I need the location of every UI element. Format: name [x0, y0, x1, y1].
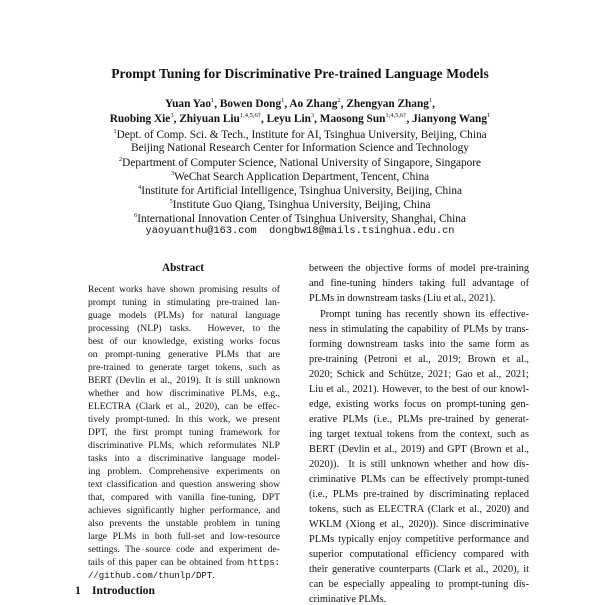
affiliation-mark: 6: [134, 212, 138, 219]
abstract-line: discriminative PLMs, which reformulates NLP: [88, 440, 280, 451]
author: Jianyong Wang: [412, 112, 487, 125]
author-affil-mark: 1: [428, 97, 433, 104]
affiliation-text: Beijing National Research Center for Information Science and Technology: [131, 142, 469, 154]
affiliation-text: WeChat Search Application Department, Tencent, China: [174, 170, 430, 183]
body-line: forming downstream tasks into the same form as: [309, 339, 529, 350]
body-line: ness in stimulating the capability of PLMs by trans-: [309, 324, 529, 335]
body-line: PLMs in downstream tasks (Liu et al., 2021).: [309, 293, 496, 304]
author: Bowen Dong: [219, 97, 282, 110]
abstract-line: tively prompt-tuned. In this work, we present: [88, 414, 280, 425]
body-line: WKLM (Xiong et al., 2020)). Since discriminative: [309, 519, 529, 530]
body-line: can be especially appealing to prompt-tuning dis-: [309, 579, 529, 590]
affiliation: [0, 212, 600, 225]
author-sep: ,: [214, 97, 220, 110]
section-number: 1: [75, 584, 81, 597]
author-sep: ,: [340, 97, 347, 110]
abstract-line: processing (NLP) tasks. However, to the: [88, 323, 280, 334]
author: Leyu Lin: [266, 112, 311, 125]
affiliation: [0, 184, 600, 197]
abstract-line: ELECTRA (Clark et al., 2020), can be effec-: [88, 401, 280, 412]
body-line: PLMs typically enjoy competitive performance and: [309, 534, 529, 545]
affiliation-text: International Innovation Center of Tsinghua University, Shanghai, China: [137, 212, 466, 225]
abstract-line: on prompt-tuning generative PLMs that are: [88, 349, 280, 360]
abstract-line: text classification and question answering show: [88, 479, 280, 490]
abstract-line: best of our knowledge, existing works focus: [88, 336, 280, 347]
author-sep: ,: [406, 112, 413, 125]
body-line: criminative PLMs can be effectively prompt-tuned: [309, 474, 529, 485]
author-sep: ,: [173, 112, 180, 125]
author-affil-mark: 1: [281, 97, 285, 104]
author-affil-mark: 3: [170, 112, 174, 119]
author-affil-mark: 1: [487, 112, 491, 119]
author-sep: ,: [284, 97, 290, 110]
author-sep: ,: [260, 112, 267, 125]
author: Ruobing Xie: [109, 112, 171, 125]
author-line-1: [0, 97, 600, 110]
body-line: erative PLMs (i.e., PLMs pre-trained by generat-: [309, 414, 529, 425]
affiliation-text: Institute for Artificial Intelligence, Tsinghua University, Beijing, China: [141, 184, 463, 197]
body-line: Prompt tuning has recently shown its effective-: [320, 309, 529, 320]
abstract-line: also prevents the unstable problem in tuning: [88, 518, 280, 529]
abstract-line: pre-trained to generate target tokens, such as: [88, 362, 280, 373]
abstract-line: ing problem. Comprehensive experiments on: [88, 466, 280, 477]
affiliation-mark: 4: [137, 184, 142, 191]
affiliation-mark: 1: [113, 128, 117, 135]
author: Maosong Sun: [319, 112, 386, 125]
affiliation: [0, 128, 600, 141]
author-affil-mark: 3: [310, 112, 315, 119]
section-heading: Introduction: [92, 584, 155, 597]
body-line: their generative counterparts (Clark et al., 2020), it: [309, 564, 529, 575]
author-emails[interactable]: yaoyuanthu@163.com dongbw18@mails.tsinghua.edu.cn: [145, 225, 455, 237]
abstract-line: prompt tuning in stimulating pre-trained lan-: [88, 297, 280, 308]
author-affil-mark: 1,4,5,6†: [385, 112, 407, 119]
body-line: between the objective forms of model pre-training: [309, 263, 529, 274]
abstract-line: whether and how discriminative PLMs, e.g.,: [88, 388, 280, 399]
affiliation-mark: 3: [170, 170, 175, 177]
body-line: ing target textual tokens from the context, such as: [309, 429, 529, 440]
body-line: tokens, such as ELECTRA (Clark et al., 2020) and: [309, 504, 529, 515]
author-affil-mark: 1: [210, 97, 215, 104]
affiliation-mark: 5: [169, 198, 173, 205]
affiliation: [0, 198, 600, 211]
abstract-text: tails of this paper can be obtained from: [88, 557, 248, 568]
affiliation-text: Institute Guo Qiang, Tsinghua University, Beijing, China: [172, 198, 431, 211]
author: Ao Zhang: [289, 97, 338, 110]
abstract-line: [88, 557, 280, 568]
abstract-line: that, compared with vanilla fine-tuning, DPT: [88, 492, 280, 503]
author-sep: ,: [314, 112, 320, 125]
body-line: Liu et al., 2021). However, to the best of our knowl-: [309, 384, 529, 395]
abstract-line: BERT (Devlin et al., 2019). It is still unknown: [88, 375, 280, 386]
author: Yuan Yao: [165, 97, 211, 110]
body-line: (i.e., PLMs pre-trained by discriminating replaced: [309, 489, 529, 500]
body-line: and fine-tuning hinders taking full advantage of: [309, 278, 529, 289]
abstract-text: .: [212, 570, 215, 581]
affiliation-text: Dept. of Comp. Sci. & Tech., Institute for AI, Tsinghua University, Beijing, China: [116, 128, 487, 141]
abstract-line: settings. The source code and experiment de-: [88, 544, 280, 555]
abstract-line: large PLMs in both full-set and low-resource: [88, 531, 280, 542]
abstract-heading: Abstract: [161, 262, 205, 274]
body-line: superior computational efficiency compared with: [309, 549, 529, 560]
abstract-line: guage models (PLMs) for natural language: [88, 310, 280, 321]
abstract-line: achieves significantly higher performance, and: [88, 505, 280, 516]
affiliation: [0, 156, 600, 169]
affiliation: [0, 170, 600, 183]
code-url-part[interactable]: https:: [247, 558, 280, 568]
body-line: edge, existing works focus on prompt-tuning gen-: [309, 399, 529, 410]
affiliation-text: Department of Computer Science, National University of Singapore, Singapore: [122, 156, 482, 169]
body-line: pre-training (Petroni et al., 2019; Brown et al.,: [309, 354, 529, 365]
body-line: BERT (Devlin et al., 2019) and GPT (Brown et al.,: [309, 444, 529, 455]
author-sep: ,: [432, 97, 435, 110]
affiliation-mark: 2: [118, 156, 123, 163]
abstract-line: Recent works have shown promising results of: [88, 284, 280, 295]
paper-title: Prompt Tuning for Discriminative Pre-trained Language Models: [111, 66, 489, 81]
body-line: 2020; Schick and Schütze, 2021; Gao et al., 2021;: [309, 369, 529, 380]
abstract-line: DPT, the first prompt tuning framework for: [88, 427, 280, 438]
author-line-2: [0, 112, 600, 125]
abstract-line: tasks into a discriminative language model-: [88, 453, 280, 464]
abstract-line: [88, 570, 280, 581]
author: Zhengyan Zhang: [346, 97, 429, 110]
affiliation: [0, 142, 600, 154]
author-affil-mark: 2: [337, 97, 341, 104]
author-affil-mark: 1,4,5,6†: [239, 112, 261, 119]
body-line: 2020)). It is still unknown whether and how dis-: [309, 459, 529, 470]
author: Zhiyuan Liu: [179, 112, 240, 125]
code-url-link[interactable]: //github.com/thunlp/DPT: [88, 571, 213, 581]
body-line: criminative PLMs.: [309, 594, 387, 605]
